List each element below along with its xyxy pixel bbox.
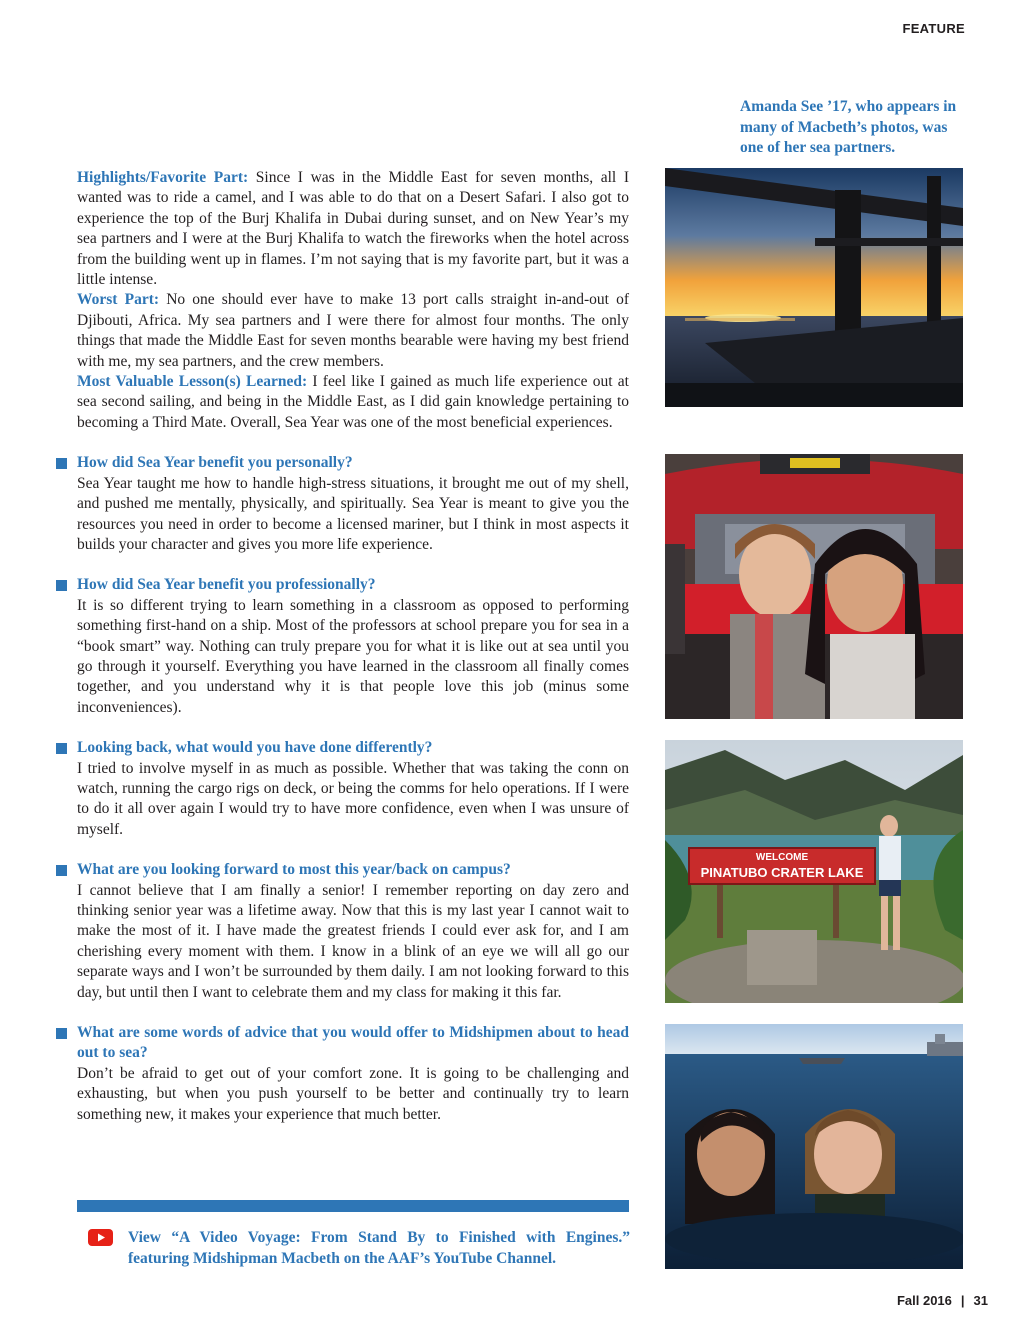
question-heading: Looking back, what would you have done differently? (77, 739, 433, 757)
photo-sunset-ship (665, 168, 963, 407)
answer-text: I cannot believe that I am finally a senior! I remember reporting on day zero and thinking senior year was a lifetime away. Now that this is my last year I cannot wait to make the most of it. I have made the greatest friends I could ever ask for, and I am cherishing every moment with them. I know in a blink of an eye we will all go our separate ways and I won’t be surrounded by them daily. I am not looking forward to this day, but until then I want to celebrate them and my class for making it this far. (77, 881, 629, 1001)
photo-caption: Amanda See ’17, who appears in many of Macbeth’s photos, was one of her sea partners. (740, 98, 957, 156)
photo-swimming-selfie (665, 1024, 963, 1269)
intro-text: No one should ever have to make 13 port calls straight in-and-out of Djibouti, Africa. My sea partners and I were there for almost four months. The only things that made the Middle East for seven months bearable were having my best friend with me, my sea partners, and the crew members. (77, 291, 630, 370)
intro-label: Worst Part: (77, 291, 160, 309)
square-bullet-icon (56, 743, 67, 754)
qa-block (77, 860, 629, 1003)
square-bullet-icon (56, 865, 67, 876)
issue-label: Fall 2016 (896, 1293, 952, 1308)
answer-text: Sea Year taught me how to handle high-stress situations, it brought me out of my shell, and pushed me mentally, physically, and spiritually. Sea Year is meant to give you the resources you need in order to become a licensed mariner, but I think in most aspects it builds your character and gives you more life experience. (77, 474, 629, 553)
question-heading: What are you looking forward to most this year/back on campus? (77, 861, 511, 879)
intro-paragraph (77, 290, 629, 372)
page-number: 31 (973, 1293, 988, 1308)
article-body (77, 168, 629, 1125)
divider-bar (77, 1200, 629, 1212)
intro-paragraph (77, 168, 629, 290)
square-bullet-icon (56, 1028, 67, 1039)
intro-text: Since I was in the Middle East for seven months, all I wanted was to ride a camel, and I was able to do that on a Desert Safari. I also got to experience the top of the Burj Khalifa in Dubai during sunset, and on New Year’s my sea partners and I were at the Burj Khalifa to watch the fireworks when the hotel across from the building went up in flames. I’m not saying that is my favorite part, but it was a little intense. (77, 169, 629, 289)
section-label: FEATURE (902, 21, 965, 36)
page-footer (897, 1293, 988, 1308)
youtube-icon[interactable] (88, 1229, 113, 1246)
qa-block (77, 1023, 629, 1125)
footer-separator: | (960, 1293, 965, 1308)
intro-label: Highlights/Favorite Part: (77, 169, 249, 186)
photo-pinatubo-lake (665, 740, 963, 1003)
intro-label: Most Valuable Lesson(s) Learned: (77, 373, 308, 391)
question-heading: How did Sea Year benefit you professionally? (77, 576, 376, 594)
qa-block (77, 738, 629, 840)
qa-block (77, 453, 629, 555)
photo-selfie-ferrari (665, 454, 963, 719)
answer-text: Don’t be afraid to get out of your comfort zone. It is going to be challenging and exhausting, but when you push yourself to be better and continually try to learn something new, it makes your experience that much better. (77, 1064, 629, 1123)
sign-welcome-text: WELCOME (755, 852, 809, 863)
answer-text: I tried to involve myself in as much as possible. Whether that was taking the conn on watch, running the cargo rigs on deck, or being the comms for helo operations. If I were to do it all over again I would try to have more confidence, even when I was unsure of myself. (77, 759, 629, 838)
sign-lake-text: PINATUBO CRATER LAKE (700, 865, 864, 880)
question-heading: What are some words of advice that you would offer to Midshipmen about to head out to sea? (77, 1024, 629, 1062)
question-heading: How did Sea Year benefit you personally? (77, 454, 353, 472)
intro-paragraph (77, 372, 629, 433)
qa-block (77, 575, 629, 718)
video-link[interactable]: View “A Video Voyage: From Stand By to Finished with Engines.” featuring Midshipman Macbeth on the AAF’s YouTube Channel. (128, 1229, 630, 1267)
square-bullet-icon (56, 458, 67, 469)
square-bullet-icon (56, 580, 67, 591)
answer-text: It is so different trying to learn something in a classroom as opposed to performing something first-hand on a ship. Most of the professors at school prepare you for sea in a “book smart” way. Nothing can truly prepare you for what it is like out at sea until you go through it yourself. Everything you have learned in the classroom all finally comes together, and you understand why it is that people love this job (minus some inconveniences). (77, 596, 629, 716)
intro-text: I feel like I gained as much life experience out at sea second sailing, and being in the Middle East, as I did gain knowledge pertaining to becoming a Third Mate. Overall, Sea Year was one of the most beneficial experiences. (77, 373, 629, 431)
